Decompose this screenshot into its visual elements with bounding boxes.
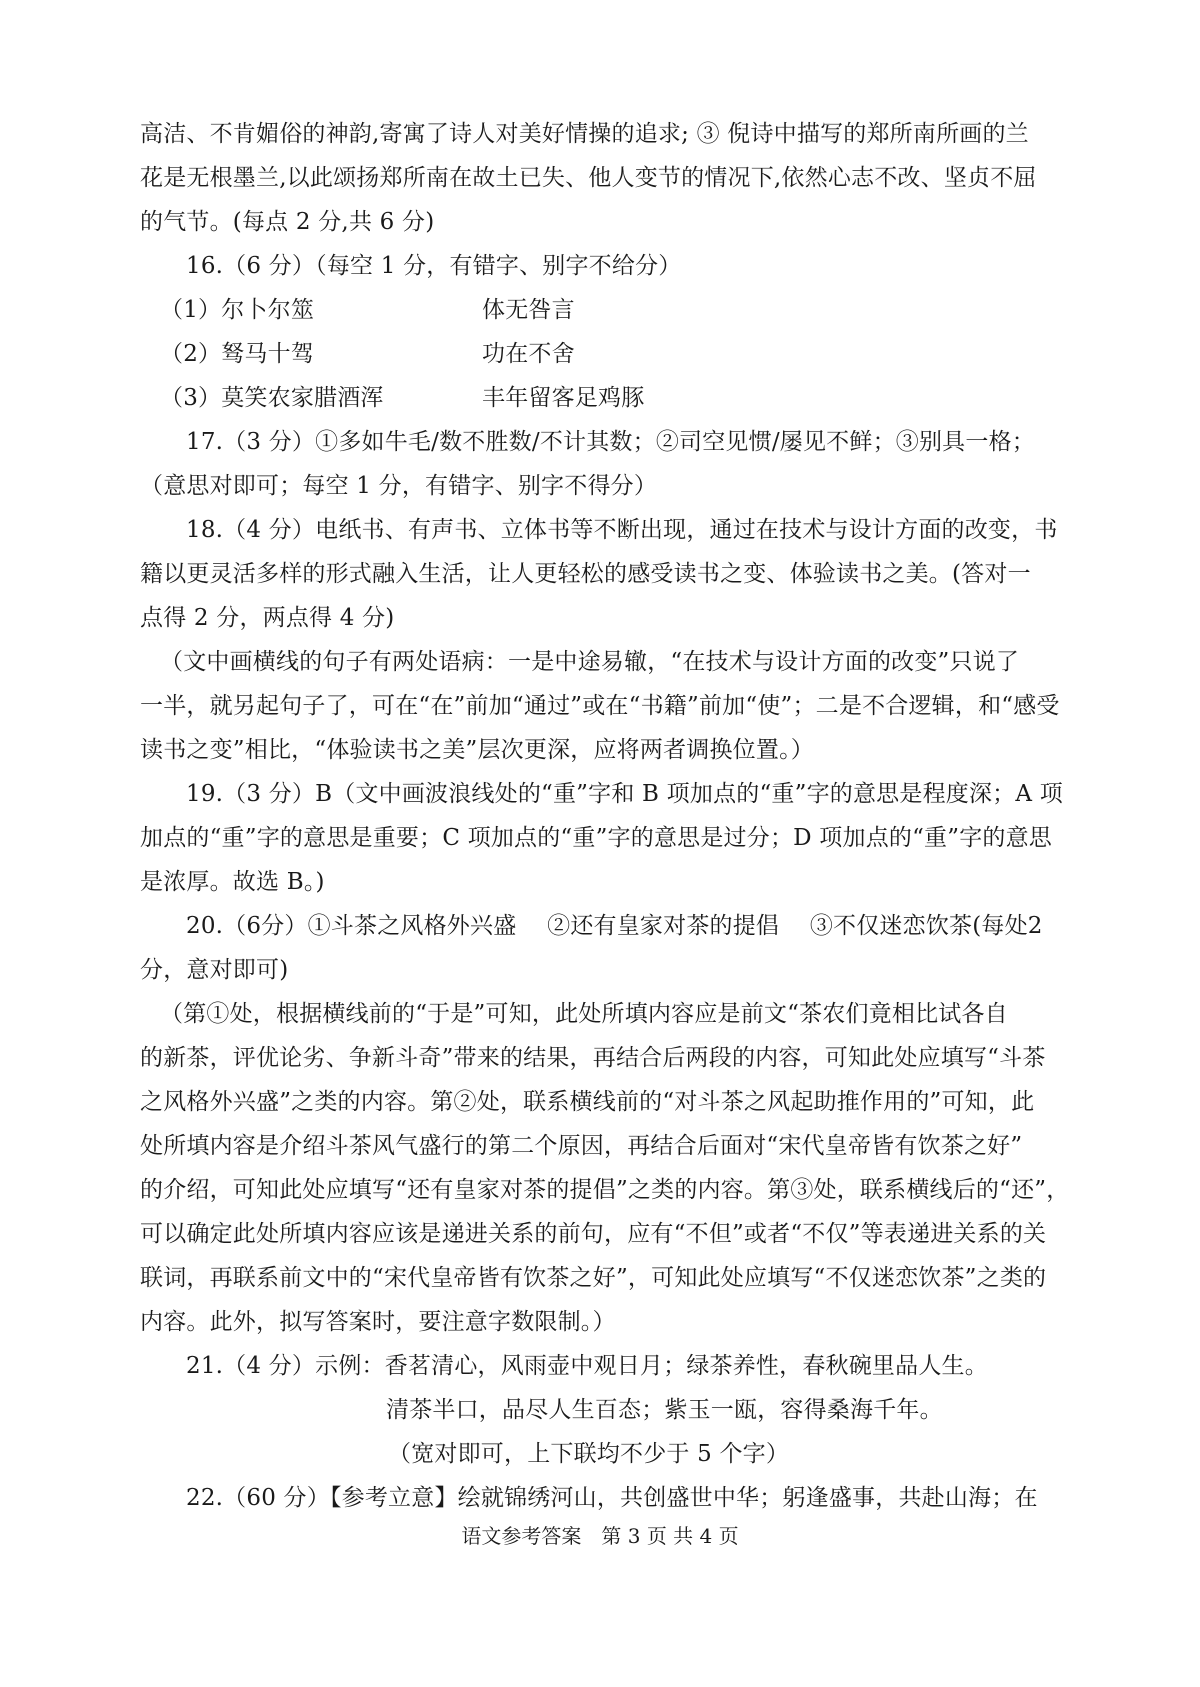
answer-page bbox=[140, 112, 1075, 1520]
q20-note-line-2: 的新茶，评优论劣、争新斗奇”带来的结果，再结合后两段的内容，可知此处应填写“斗茶 bbox=[140, 1045, 1046, 1071]
q16-row-2 bbox=[140, 332, 1075, 376]
q19-line-3: 是浓厚。故选 B。) bbox=[140, 869, 325, 895]
q18-line-1: 18.（4 分）电纸书、有声书、立体书等不断出现，通过在技术与设计方面的改变，书 bbox=[186, 517, 1058, 543]
q20-note-line-6: 可以确定此处所填内容应该是递进关系的前句，应有“不但”或者“不仅”等表递进关系的关 bbox=[140, 1221, 1047, 1247]
q16-row-1-answer-b: 体无咎言 bbox=[482, 297, 575, 323]
q16-heading: 16.（6 分）（每空 1 分，有错字、别字不给分） bbox=[186, 253, 682, 279]
q18-line-3: 点得 2 分，两点得 4 分) bbox=[140, 605, 395, 631]
q16-row-3 bbox=[140, 376, 1075, 420]
q15-line-1: 高洁、不肯媚俗的神韵,寄寓了诗人对美好情操的追求; ③ 倪诗中描写的郑所南所画的兰 bbox=[140, 121, 1029, 147]
q20-line-1: 20.（6分）①斗茶之风格外兴盛 ②还有皇家对茶的提倡 ③不仅迷恋饮茶(每处2 bbox=[186, 913, 1043, 939]
q16-row-3-answer-a: （3）莫笑农家腊酒浑 bbox=[160, 385, 384, 411]
q15-line-2: 花是无根墨兰,以此颂扬郑所南在故土已失、他人变节的情况下,依然心志不改、坚贞不屈 bbox=[140, 165, 1037, 191]
q18-note-line-2: 一半，就另起句子了，可在“在”前加“通过”或在“书籍”前加“使”；二是不合逻辑，和“感受 bbox=[140, 693, 1060, 719]
q20-line-2: 分，意对即可) bbox=[140, 957, 289, 983]
q18-line-2: 籍以更灵活多样的形式融入生活，让人更轻松的感受读书之变、体验读书之美。(答对一 bbox=[140, 561, 1031, 587]
q16-row-1-answer-a: （1）尔卜尔筮 bbox=[160, 297, 315, 323]
q15-line-3: 的气节。(每点 2 分,共 6 分) bbox=[140, 209, 435, 235]
q21-line-3: （宽对即可，上下联均不少于 5 个字） bbox=[388, 1441, 790, 1467]
page-footer: 语文参考答案 第 3 页 共 4 页 bbox=[461, 1524, 739, 1548]
q20-note-line-3: 之风格外兴盛”之类的内容。第②处，联系横线前的“对斗茶之风起助推作用的”可知，此 bbox=[140, 1089, 1035, 1115]
q18-note-line-1: （文中画横线的句子有两处语病：一是中途易辙，“在技术与设计方面的改变”只说了 bbox=[160, 649, 1020, 675]
q20-note-line-7: 联词，再联系前文中的“宋代皇帝皆有饮茶之好”，可知此处应填写“不仅迷恋饮茶”之类的 bbox=[140, 1265, 1047, 1291]
q22-line-1: 22.（60 分）【参考立意】绘就锦绣河山，共创盛世中华；躬逢盛事，共赴山海；在 bbox=[186, 1485, 1038, 1511]
q19-line-1: 19.（3 分）B（文中画波浪线处的“重”字和 B 项加点的“重”字的意思是程度深；A 项 bbox=[186, 781, 1063, 807]
q20-note-line-8: 内容。此外，拟写答案时，要注意字数限制。） bbox=[140, 1309, 616, 1335]
q17-line-2: （意思对即可；每空 1 分，有错字、别字不得分） bbox=[140, 473, 658, 499]
q20-note-line-5: 的介绍，可知此处应填写“还有皇家对茶的提倡”之类的内容。第③处，联系横线后的“还”， bbox=[140, 1177, 1070, 1203]
q20-note-line-1: （第①处，根据横线前的“于是”可知，此处所填内容应是前文“茶农们竟相比试各自 bbox=[160, 1001, 1008, 1027]
q21-line-1: 21.（4 分）示例：香茗清心，风雨壶中观日月；绿茶养性，春秋碗里品人生。 bbox=[186, 1353, 988, 1379]
q20-note-line-4: 处所填内容是介绍斗茶风气盛行的第二个原因，再结合后面对“宋代皇帝皆有饮茶之好” bbox=[140, 1133, 1023, 1159]
q16-row-2-answer-a: （2）驽马十驾 bbox=[160, 341, 315, 367]
q16-row-2-answer-b: 功在不舍 bbox=[482, 341, 575, 367]
q17-line-1: 17.（3 分）①多如牛毛/数不胜数/不计其数；②司空见惯/屡见不鲜；③别具一格； bbox=[186, 429, 1035, 455]
q21-line-2: 清茶半口，品尽人生百态；紫玉一瓯，容得桑海千年。 bbox=[386, 1397, 943, 1423]
q19-line-2: 加点的“重”字的意思是重要；C 项加点的“重”字的意思是过分；D 项加点的“重”字的意思 bbox=[140, 825, 1053, 851]
q16-row-1 bbox=[140, 288, 1075, 332]
q16-row-3-answer-b: 丰年留客足鸡豚 bbox=[482, 385, 645, 411]
q18-note-line-3: 读书之变”相比，“体验读书之美”层次更深，应将两者调换位置。） bbox=[140, 737, 814, 763]
